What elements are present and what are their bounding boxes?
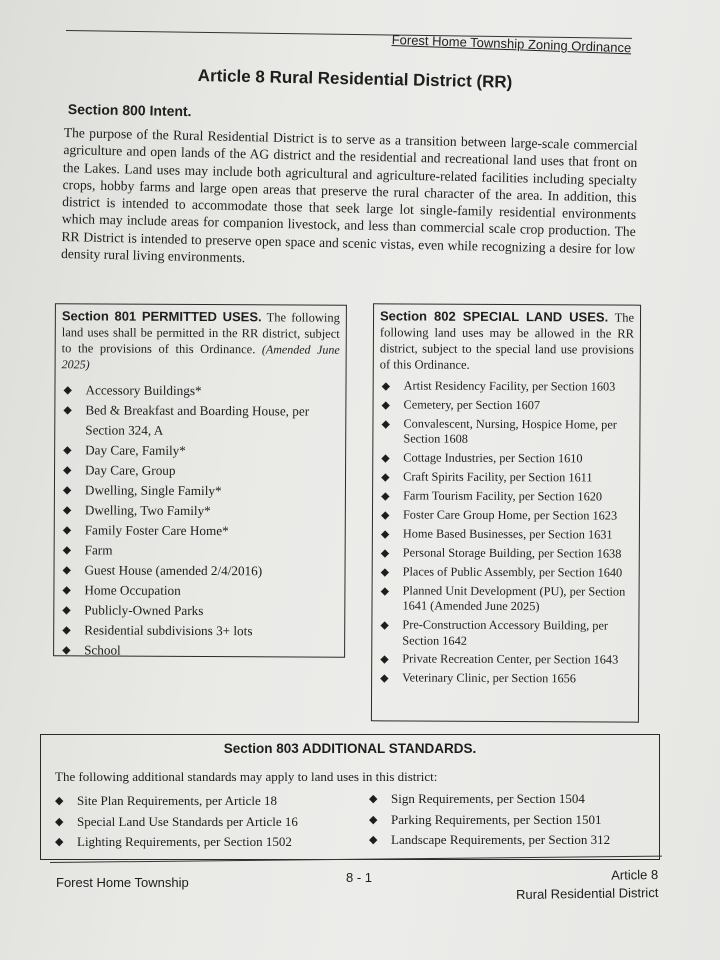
section-802-header: [380, 308, 634, 373]
permitted-use-item-text: Publicly-Owned Parks: [84, 602, 204, 619]
standard-item-text: Sign Requirements, per Section 1504: [391, 791, 585, 806]
additional-standards-left-list: [53, 791, 353, 853]
bullet-icon: ◆: [369, 792, 378, 805]
section-802-heading: Section 802 SPECIAL LAND USES.: [379, 308, 609, 325]
bullet-icon: ◆: [55, 794, 64, 807]
bullet-icon: ◆: [380, 583, 390, 597]
permitted-use-item-text: Bed & Breakfast and Boarding House, per Section 324, A: [85, 402, 310, 438]
permitted-use-item: [60, 620, 336, 641]
special-land-use-item: [380, 397, 634, 414]
additional-standards-right-list: [367, 789, 657, 851]
bullet-icon: ◆: [62, 503, 72, 517]
section-803-box: [40, 734, 660, 860]
section-801-amended: (Amended June 2025): [61, 342, 340, 372]
standard-item: [53, 812, 353, 833]
special-land-use-item-text: Cemetery, per Section 1607: [403, 397, 541, 413]
special-land-use-item: [378, 652, 632, 669]
bullet-icon: ◆: [380, 671, 389, 685]
special-land-use-item: [379, 545, 633, 562]
section-802-intro: The following land uses may be allowed in the RR district, subject to the special land use provisions of this Ordinance.: [379, 310, 635, 372]
permitted-use-item: [61, 460, 337, 481]
bullet-icon: ◆: [369, 833, 378, 846]
bullet-icon: ◆: [63, 463, 72, 477]
standard-item-text: Special Land Use Standards per Article 16: [77, 813, 298, 829]
permitted-use-item: [61, 400, 337, 441]
footer-article: [500, 866, 658, 904]
bullet-icon: ◆: [380, 564, 390, 578]
special-land-use-item-text: Veterinary Clinic, per Section 1656: [402, 670, 576, 686]
permitted-uses-list: [60, 380, 337, 661]
bullet-icon: ◆: [381, 470, 390, 484]
special-land-use-item: [378, 583, 632, 616]
permitted-use-item-text: Day Care, Group: [85, 462, 176, 478]
standard-item: [367, 789, 657, 810]
bullet-icon: ◆: [63, 443, 72, 457]
bullet-icon: ◆: [62, 623, 71, 637]
bullet-icon: ◆: [63, 403, 72, 417]
section-803-intro: The following additional standards may apply to land uses in this district:: [55, 769, 438, 784]
bullet-icon: ◆: [380, 527, 390, 541]
footer-article-number: Article 8: [611, 866, 659, 883]
permitted-use-item-text: Farm: [84, 542, 113, 558]
special-land-use-item-text: Pre-Construction Accessory Building, per Section 1642: [402, 617, 609, 648]
permitted-use-item: [61, 480, 337, 501]
special-land-use-item-text: Convalescent, Nursing, Hospice Home, per Section 1608: [403, 416, 617, 447]
special-land-use-item-text: Personal Storage Building, per Section 1638: [402, 545, 622, 561]
special-land-use-item-text: Foster Care Group Home, per Section 1623: [402, 507, 618, 523]
bullet-icon: ◆: [381, 398, 391, 412]
section-800-intent-text: The purpose of the Rural Residential District is to serve as a transition between large-scale commercial agriculture and open lands of the AG district and the residential and recreational land uses that front on the Lakes. Land uses may include both agricultural and agriculture-related facilities including specialty crops, hobby farms and large open areas that preserve the rural character of the area. In addition, this district is intended to accommodate those that seek large lot single-family residential environments which may include areas for companion livestock, and less than commercial scale crop production. The RR District is intended to preserve open space and scenic vistas, even while recognizing a desire for low density rural living environments.: [60, 124, 638, 266]
bullet-icon: ◆: [62, 483, 72, 497]
special-land-use-item: [378, 617, 632, 650]
special-land-use-item-text: Craft Spirits Facility, per Section 1611: [403, 469, 593, 485]
section-801-box: [53, 303, 347, 658]
section-800-heading: Section 800 Intent.: [67, 101, 192, 120]
bullet-icon: ◆: [380, 508, 390, 522]
permitted-use-item: [60, 640, 336, 661]
bullet-icon: ◆: [380, 618, 389, 632]
permitted-use-item: [60, 600, 336, 621]
bullet-icon: ◆: [380, 546, 390, 560]
bullet-icon: ◆: [381, 379, 391, 393]
special-land-use-item-text: Places of Public Assembly, per Section 1640: [402, 564, 623, 580]
permitted-use-item: [61, 500, 337, 521]
permitted-use-item-text: Dwelling, Two Family*: [84, 502, 211, 519]
permitted-use-item: [61, 440, 337, 461]
permitted-use-item: [61, 380, 337, 401]
standard-item: [53, 832, 353, 853]
special-land-use-item-text: Planned Unit Development (PU), per Section 1641 (Amended June 2025): [402, 582, 626, 614]
special-land-use-item: [379, 451, 633, 468]
special-land-use-item-text: Home Based Businesses, per Section 1631: [402, 526, 613, 542]
article-title: Article 8 Rural Residential District (RR): [197, 66, 513, 92]
standard-item-text: Parking Requirements, per Section 1501: [391, 811, 602, 827]
special-land-use-item: [378, 671, 632, 688]
special-land-use-item-text: Private Recreation Center, per Section 1643: [402, 651, 619, 668]
permitted-use-item-text: Home Occupation: [84, 582, 181, 598]
standard-item-text: Site Plan Requirements, per Article 18: [77, 793, 278, 808]
bullet-icon: ◆: [381, 489, 390, 503]
standard-item: [367, 830, 657, 851]
permitted-use-item-text: School: [84, 642, 121, 658]
section-802-box: [371, 303, 641, 722]
bullet-icon: ◆: [380, 652, 389, 666]
permitted-use-item-text: Guest House (amended 2/4/2016): [84, 562, 263, 579]
footer-page-number: 8 - 1: [346, 870, 373, 885]
bullet-icon: ◆: [62, 543, 72, 557]
permitted-use-item-text: Family Foster Care Home*: [84, 522, 229, 539]
footer-district-name: Rural Residential District: [515, 884, 659, 902]
bullet-icon: ◆: [62, 523, 72, 537]
bullet-icon: ◆: [55, 814, 64, 828]
bullet-icon: ◆: [381, 451, 390, 465]
section-803-heading: Section 803 ADDITIONAL STANDARDS.: [223, 741, 477, 756]
standard-item: [53, 791, 353, 812]
section-801-header: [62, 308, 340, 373]
bullet-icon: ◆: [62, 583, 71, 597]
standard-item: [367, 810, 657, 831]
section-801-heading: Section 801 PERMITTED USES.: [61, 308, 262, 325]
special-land-use-item: [380, 378, 634, 395]
special-land-use-item: [379, 564, 633, 581]
bullet-icon: ◆: [55, 835, 64, 848]
special-land-use-item: [379, 507, 633, 524]
permitted-use-item: [60, 560, 336, 581]
bullet-icon: ◆: [369, 812, 378, 826]
standard-item-text: Landscape Requirements, per Section 312: [391, 832, 611, 847]
running-header: Forest Home Township Zoning Ordinance: [391, 32, 632, 56]
permitted-use-item-text: Day Care, Family*: [85, 442, 186, 458]
bullet-icon: ◆: [381, 417, 390, 431]
standard-item-text: Lighting Requirements, per Section 1502: [77, 834, 292, 849]
special-land-use-item: [379, 416, 633, 449]
permitted-use-item: [60, 580, 336, 601]
bullet-icon: ◆: [62, 643, 71, 657]
bullet-icon: ◆: [62, 563, 72, 577]
permitted-use-item-text: Residential subdivisions 3+ lots: [84, 622, 253, 639]
permitted-use-item: [61, 540, 337, 561]
special-land-use-item-text: Cottage Industries, per Section 1610: [403, 450, 583, 466]
special-land-uses-list: [378, 378, 634, 691]
special-land-use-item-text: Artist Residency Facility, per Section 1603: [403, 378, 616, 394]
permitted-use-item-text: Accessory Buildings*: [85, 382, 202, 399]
special-land-use-item: [379, 526, 633, 543]
section-801-intro: The following land uses shall be permitted in the RR district, subject to the provisions of this Ordinance.: [61, 310, 340, 357]
bullet-icon: ◆: [63, 383, 72, 397]
permitted-use-item-text: Dwelling, Single Family*: [84, 482, 222, 499]
permitted-use-item: [61, 520, 337, 541]
bullet-icon: ◆: [62, 603, 71, 617]
footer-township: Forest Home Township: [56, 875, 189, 890]
special-land-use-item: [379, 469, 633, 486]
special-land-use-item-text: Farm Tourism Facility, per Section 1620: [403, 488, 603, 504]
special-land-use-item: [379, 488, 633, 505]
